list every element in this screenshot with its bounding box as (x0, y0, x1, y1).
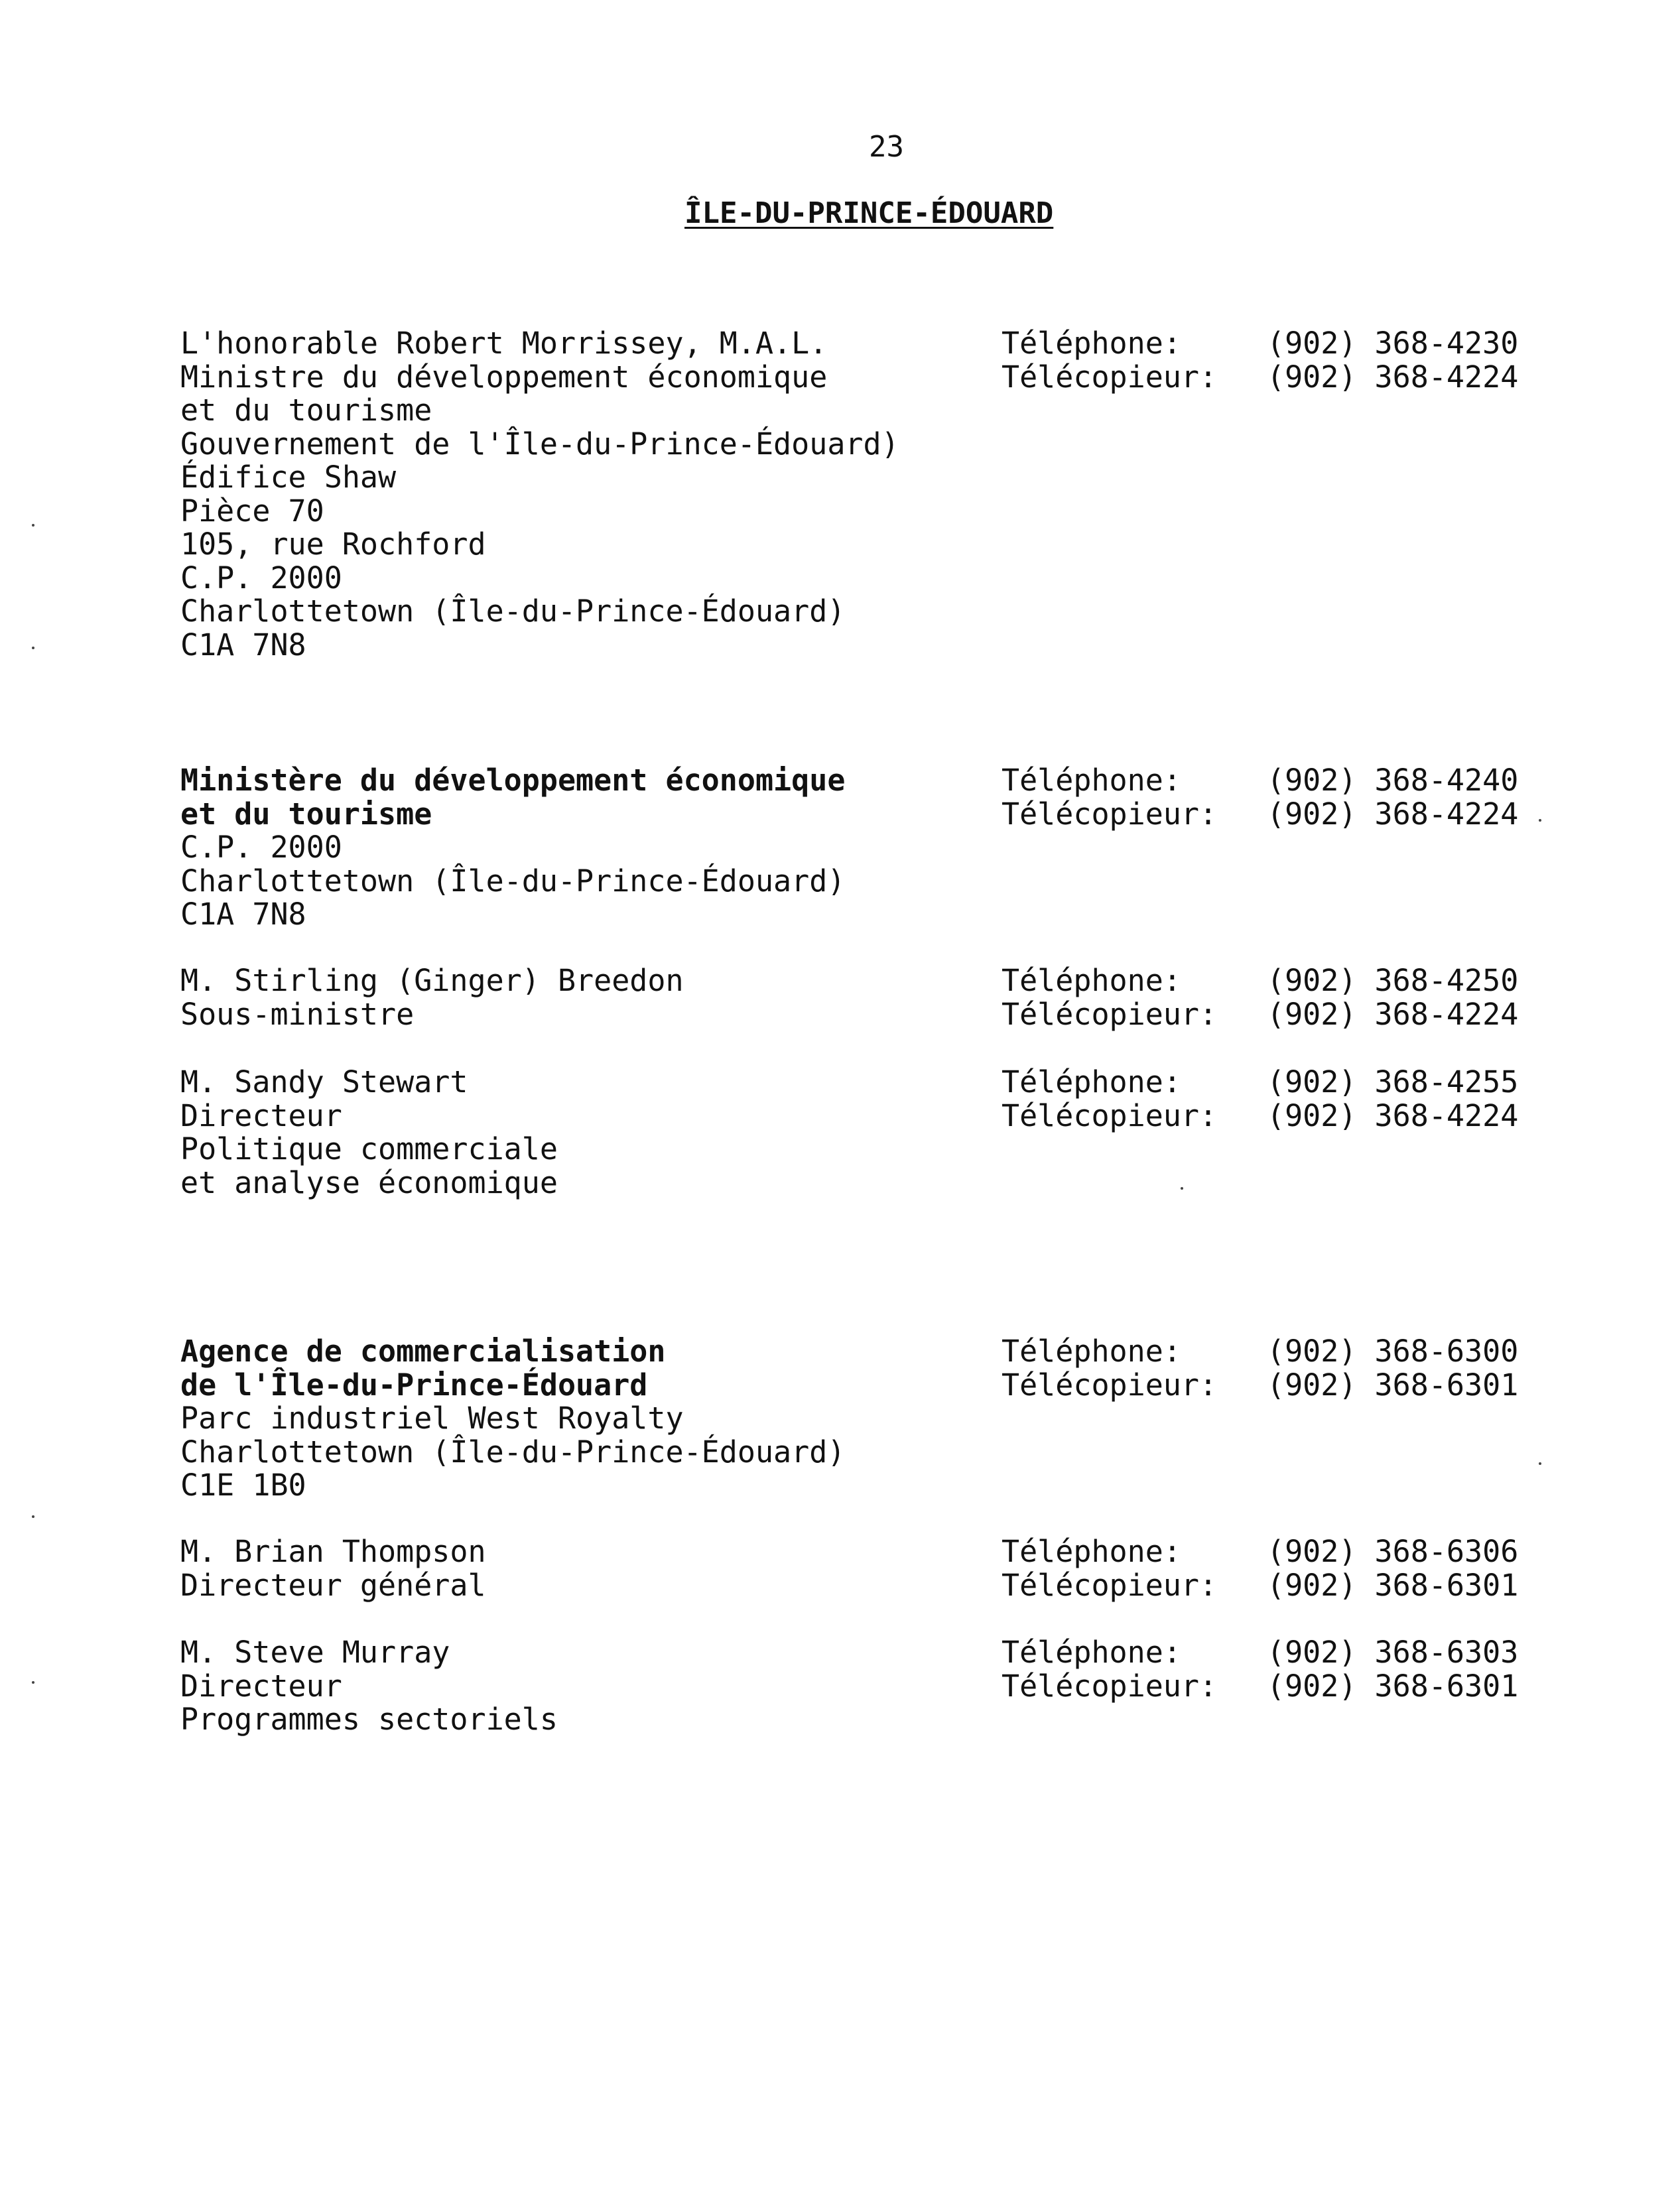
fax-number: (902) 368-4224 (1267, 359, 1519, 395)
entry-line: Édifice Shaw (180, 460, 397, 495)
scan-speck (1539, 819, 1541, 822)
page-number: 23 (869, 130, 904, 164)
fax-row (1002, 361, 1559, 395)
organization-name-line: Agence de commercialisation (180, 1334, 666, 1369)
fax-row (1002, 1670, 1559, 1704)
organization-name-line: et du tourisme (180, 796, 432, 832)
fax-number: (902) 368-6301 (1267, 1668, 1519, 1704)
telephone-number: (902) 368-6300 (1267, 1334, 1519, 1369)
address-block (180, 1335, 990, 1503)
telephone-row (1002, 1636, 1559, 1670)
scan-speck (32, 1681, 34, 1684)
fax-number: (902) 368-6301 (1267, 1367, 1519, 1403)
telephone-label: Téléphone: (1002, 1064, 1181, 1100)
scan-speck (1181, 1187, 1183, 1190)
entry-line: C1A 7N8 (180, 897, 306, 932)
telephone-row (1002, 1066, 1559, 1100)
entry-line: M. Steve Murray (180, 1635, 450, 1670)
fax-label: Télécopieur: (1002, 1567, 1218, 1603)
address-block (180, 1535, 990, 1602)
telephone-number: (902) 368-4250 (1267, 963, 1519, 998)
scan-speck (1539, 1462, 1541, 1465)
entry-line: C1A 7N8 (180, 627, 306, 662)
telephone-number: (902) 368-6306 (1267, 1534, 1519, 1569)
telephone-label: Téléphone: (1002, 963, 1181, 998)
contact-block (1002, 1066, 1559, 1133)
address-block (180, 764, 990, 932)
scan-speck (32, 524, 34, 527)
fax-number: (902) 368-4224 (1267, 996, 1519, 1032)
telephone-number: (902) 368-4240 (1267, 763, 1519, 798)
contact-block (1002, 764, 1559, 831)
entry-line: Directeur (180, 1668, 342, 1704)
organization-name-line: de l'Île-du-Prince-Édouard (180, 1367, 648, 1403)
fax-label: Télécopieur: (1002, 359, 1218, 395)
fax-row (1002, 1569, 1559, 1603)
address-block (180, 1636, 990, 1737)
entry-line: C.P. 2000 (180, 830, 342, 865)
contact-block (1002, 1636, 1559, 1703)
telephone-number: (902) 368-4255 (1267, 1064, 1519, 1100)
fax-row (1002, 798, 1559, 832)
entry-line: Sous-ministre (180, 996, 415, 1032)
address-block (180, 1066, 990, 1200)
telephone-row (1002, 327, 1559, 361)
telephone-row (1002, 1535, 1559, 1569)
fax-number: (902) 368-6301 (1267, 1567, 1519, 1603)
entry-line: L'honorable Robert Morrissey, M.A.L. (180, 326, 828, 361)
telephone-row (1002, 964, 1559, 998)
page-title: ÎLE-DU-PRINCE-ÉDOUARD (684, 196, 1054, 230)
fax-row (1002, 1369, 1559, 1403)
fax-label: Télécopieur: (1002, 1367, 1218, 1403)
entry-line: Politique commerciale (180, 1131, 558, 1166)
fax-number: (902) 368-4224 (1267, 796, 1519, 832)
organization-name-line: Ministère du développement économique (180, 763, 846, 798)
telephone-row (1002, 764, 1559, 798)
entry-line: Ministre du développement économique (180, 359, 828, 395)
fax-row (1002, 1100, 1559, 1133)
entry-line: Charlottetown (Île-du-Prince-Édouard) (180, 863, 846, 899)
fax-label: Télécopieur: (1002, 1668, 1218, 1704)
entry-line: Parc industriel West Royalty (180, 1401, 684, 1436)
contact-block (1002, 1335, 1559, 1402)
entry-line: Programmes sectoriels (180, 1702, 558, 1737)
fax-label: Télécopieur: (1002, 796, 1218, 832)
telephone-label: Téléphone: (1002, 1534, 1181, 1569)
entry-line: M. Sandy Stewart (180, 1064, 468, 1100)
entry-line: Directeur général (180, 1567, 486, 1603)
telephone-label: Téléphone: (1002, 1635, 1181, 1670)
scan-speck (32, 1515, 34, 1518)
telephone-number: (902) 368-4230 (1267, 326, 1519, 361)
fax-number: (902) 368-4224 (1267, 1098, 1519, 1133)
entry-line: Pièce 70 (180, 493, 324, 529)
entry-line: Charlottetown (Île-du-Prince-Édouard) (180, 1434, 846, 1470)
contact-block (1002, 327, 1559, 394)
entry-line: 105, rue Rochford (180, 527, 486, 562)
entry-line: Directeur (180, 1098, 342, 1133)
entry-line: et analyse économique (180, 1165, 558, 1200)
entry-line: C.P. 2000 (180, 560, 342, 596)
telephone-number: (902) 368-6303 (1267, 1635, 1519, 1670)
scan-speck (32, 647, 34, 649)
entry-line: M. Brian Thompson (180, 1534, 486, 1569)
fax-label: Télécopieur: (1002, 1098, 1218, 1133)
telephone-label: Téléphone: (1002, 1334, 1181, 1369)
fax-row (1002, 998, 1559, 1032)
telephone-label: Téléphone: (1002, 326, 1181, 361)
contact-block (1002, 964, 1559, 1031)
telephone-label: Téléphone: (1002, 763, 1181, 798)
fax-label: Télécopieur: (1002, 996, 1218, 1032)
address-block (180, 964, 990, 1031)
entry-line: Gouvernement de l'Île-du-Prince-Édouard) (180, 426, 899, 462)
contact-block (1002, 1535, 1559, 1602)
entry-line: Charlottetown (Île-du-Prince-Édouard) (180, 594, 846, 629)
telephone-row (1002, 1335, 1559, 1369)
address-block (180, 327, 990, 662)
entry-line: C1E 1B0 (180, 1468, 306, 1503)
entry-line: M. Stirling (Ginger) Breedon (180, 963, 684, 998)
entry-line: et du tourisme (180, 393, 432, 428)
